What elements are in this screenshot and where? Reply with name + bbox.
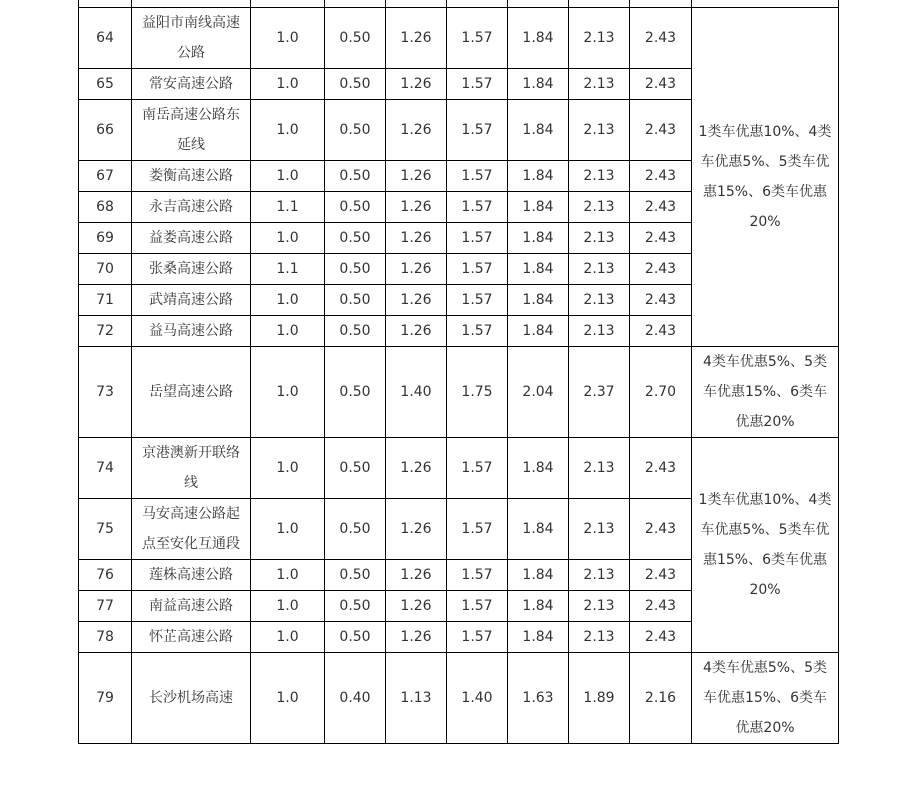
route-name-cell: 京港澳新开联络线 bbox=[132, 438, 251, 499]
rate-class-3-cell: 1.57 bbox=[447, 254, 508, 285]
rate-class-3-cell: 1.57 bbox=[447, 316, 508, 347]
rate-class-1-cell: 0.50 bbox=[325, 622, 386, 653]
rate-class-2-cell: 1.26 bbox=[386, 8, 447, 69]
table-row bbox=[79, 347, 839, 438]
rate-class-4-cell: 1.84 bbox=[508, 69, 569, 100]
rate-class-6-cell: 2.43 bbox=[630, 499, 692, 560]
rate-coefficient-cell: 1.0 bbox=[251, 69, 325, 100]
rate-class-1-cell: 0.50 bbox=[325, 285, 386, 316]
route-name-cell: 南岳高速公路东延线 bbox=[132, 100, 251, 161]
rate-class-1-cell: 0.50 bbox=[325, 8, 386, 69]
rate-class-5-cell: 2.13 bbox=[569, 69, 630, 100]
rate-class-1-cell: 0.50 bbox=[325, 438, 386, 499]
rate-class-3-cell: 1.40 bbox=[447, 653, 508, 744]
rate-class-6-cell: 2.43 bbox=[630, 591, 692, 622]
route-name-cell: 益马高速公路 bbox=[132, 316, 251, 347]
route-number-cell: 70 bbox=[79, 254, 132, 285]
rate-class-5-cell: 2.13 bbox=[569, 560, 630, 591]
route-number-cell: 77 bbox=[79, 591, 132, 622]
rate-class-1-cell: 0.50 bbox=[325, 192, 386, 223]
route-number-cell: 75 bbox=[79, 499, 132, 560]
table-row bbox=[79, 0, 839, 8]
rate-class-6-cell: 2.43 bbox=[630, 285, 692, 316]
rate-class-4-cell: 1.63 bbox=[508, 653, 569, 744]
rate-class-1-cell: 0.50 bbox=[325, 69, 386, 100]
rate-coefficient-cell: 1.0 bbox=[251, 653, 325, 744]
route-name-cell bbox=[132, 0, 251, 8]
rate-class-6-cell: 2.43 bbox=[630, 161, 692, 192]
rate-class-4-cell: 1.84 bbox=[508, 316, 569, 347]
rate-class-5-cell: 2.13 bbox=[569, 438, 630, 499]
route-number-cell: 66 bbox=[79, 100, 132, 161]
rate-class-6-cell: 2.43 bbox=[630, 192, 692, 223]
rate-class-1-cell: 0.50 bbox=[325, 591, 386, 622]
rate-class-6-cell: 2.43 bbox=[630, 223, 692, 254]
rate-coefficient-cell: 1.1 bbox=[251, 192, 325, 223]
discount-note-cell: 1类车优惠10%、4类车优惠5%、5类车优惠15%、6类车优惠20% bbox=[692, 8, 839, 347]
rate-class-1-cell: 0.40 bbox=[325, 653, 386, 744]
rate-class-4-cell: 1.84 bbox=[508, 560, 569, 591]
rate-class-6-cell: 2.43 bbox=[630, 69, 692, 100]
rate-class-2-cell: 1.40 bbox=[386, 347, 447, 438]
rate-class-4-cell bbox=[508, 0, 569, 8]
rate-class-3-cell: 1.57 bbox=[447, 192, 508, 223]
rate-class-2-cell: 1.26 bbox=[386, 438, 447, 499]
rate-class-5-cell: 2.13 bbox=[569, 622, 630, 653]
rate-class-1-cell: 0.50 bbox=[325, 254, 386, 285]
route-name-cell: 莲株高速公路 bbox=[132, 560, 251, 591]
rate-class-5-cell: 2.13 bbox=[569, 499, 630, 560]
rate-class-3-cell: 1.57 bbox=[447, 499, 508, 560]
rate-class-4-cell: 1.84 bbox=[508, 591, 569, 622]
route-number-cell: 68 bbox=[79, 192, 132, 223]
route-number-cell bbox=[79, 0, 132, 8]
route-number-cell: 73 bbox=[79, 347, 132, 438]
rate-class-3-cell: 1.57 bbox=[447, 438, 508, 499]
rate-class-1-cell: 0.50 bbox=[325, 316, 386, 347]
route-number-cell: 76 bbox=[79, 560, 132, 591]
rate-class-5-cell: 2.13 bbox=[569, 316, 630, 347]
rate-coefficient-cell: 1.1 bbox=[251, 254, 325, 285]
rate-class-5-cell: 2.13 bbox=[569, 285, 630, 316]
rate-class-2-cell: 1.26 bbox=[386, 591, 447, 622]
rate-class-4-cell: 1.84 bbox=[508, 285, 569, 316]
rate-class-6-cell: 2.43 bbox=[630, 100, 692, 161]
rate-class-6-cell: 2.43 bbox=[630, 316, 692, 347]
rate-coefficient-cell: 1.0 bbox=[251, 223, 325, 254]
rate-class-5-cell: 2.13 bbox=[569, 192, 630, 223]
route-number-cell: 78 bbox=[79, 622, 132, 653]
rate-class-3-cell: 1.57 bbox=[447, 69, 508, 100]
rate-class-5-cell: 2.13 bbox=[569, 100, 630, 161]
route-number-cell: 74 bbox=[79, 438, 132, 499]
rate-class-4-cell: 1.84 bbox=[508, 438, 569, 499]
route-name-cell: 长沙机场高速 bbox=[132, 653, 251, 744]
rate-class-5-cell bbox=[569, 0, 630, 8]
rate-coefficient-cell: 1.0 bbox=[251, 8, 325, 69]
rate-coefficient-cell: 1.0 bbox=[251, 591, 325, 622]
route-number-cell: 65 bbox=[79, 69, 132, 100]
rate-class-4-cell: 1.84 bbox=[508, 499, 569, 560]
rate-class-2-cell: 1.26 bbox=[386, 254, 447, 285]
rate-coefficient-cell: 1.0 bbox=[251, 499, 325, 560]
rate-class-3-cell: 1.75 bbox=[447, 347, 508, 438]
discount-note-cell bbox=[692, 0, 839, 8]
rate-class-3-cell: 1.57 bbox=[447, 161, 508, 192]
rate-class-5-cell: 1.89 bbox=[569, 653, 630, 744]
rate-class-2-cell: 1.26 bbox=[386, 223, 447, 254]
rate-class-5-cell: 2.13 bbox=[569, 8, 630, 69]
rate-class-5-cell: 2.37 bbox=[569, 347, 630, 438]
route-name-cell: 张桑高速公路 bbox=[132, 254, 251, 285]
rate-class-2-cell: 1.26 bbox=[386, 161, 447, 192]
discount-note-cell: 1类车优惠10%、4类车优惠5%、5类车优惠15%、6类车优惠20% bbox=[692, 438, 839, 653]
table-row bbox=[79, 438, 839, 499]
discount-note-cell: 4类车优惠5%、5类车优惠15%、6类车优惠20% bbox=[692, 653, 839, 744]
rate-class-5-cell: 2.13 bbox=[569, 591, 630, 622]
rate-class-1-cell: 0.50 bbox=[325, 161, 386, 192]
route-name-cell: 岳望高速公路 bbox=[132, 347, 251, 438]
rate-class-6-cell: 2.43 bbox=[630, 622, 692, 653]
route-number-cell: 79 bbox=[79, 653, 132, 744]
route-name-cell: 武靖高速公路 bbox=[132, 285, 251, 316]
rate-coefficient-cell: 1.0 bbox=[251, 622, 325, 653]
rate-class-1-cell: 0.50 bbox=[325, 560, 386, 591]
rate-class-4-cell: 1.84 bbox=[508, 223, 569, 254]
route-number-cell: 72 bbox=[79, 316, 132, 347]
rate-class-1-cell: 0.50 bbox=[325, 499, 386, 560]
rate-class-1-cell: 0.50 bbox=[325, 100, 386, 161]
rate-coefficient-cell: 1.0 bbox=[251, 161, 325, 192]
rate-class-3-cell: 1.57 bbox=[447, 560, 508, 591]
route-number-cell: 69 bbox=[79, 223, 132, 254]
rate-class-5-cell: 2.13 bbox=[569, 254, 630, 285]
rate-class-4-cell: 1.84 bbox=[508, 100, 569, 161]
toll-rate-table bbox=[78, 0, 839, 744]
rate-class-3-cell: 1.57 bbox=[447, 591, 508, 622]
rate-class-2-cell: 1.26 bbox=[386, 560, 447, 591]
route-number-cell: 64 bbox=[79, 8, 132, 69]
rate-coefficient-cell: 1.0 bbox=[251, 100, 325, 161]
route-name-cell: 娄衡高速公路 bbox=[132, 161, 251, 192]
rate-class-2-cell: 1.26 bbox=[386, 316, 447, 347]
rate-class-4-cell: 1.84 bbox=[508, 254, 569, 285]
route-name-cell: 永吉高速公路 bbox=[132, 192, 251, 223]
rate-class-6-cell: 2.70 bbox=[630, 347, 692, 438]
rate-class-3-cell: 1.57 bbox=[447, 285, 508, 316]
rate-class-2-cell: 1.26 bbox=[386, 285, 447, 316]
rate-class-6-cell: 2.43 bbox=[630, 560, 692, 591]
rate-coefficient-cell: 1.0 bbox=[251, 316, 325, 347]
rate-class-2-cell: 1.13 bbox=[386, 653, 447, 744]
rate-class-3-cell: 1.57 bbox=[447, 8, 508, 69]
route-name-cell: 常安高速公路 bbox=[132, 69, 251, 100]
rate-class-6-cell bbox=[630, 0, 692, 8]
rate-coefficient-cell: 1.0 bbox=[251, 560, 325, 591]
rate-class-1-cell: 0.50 bbox=[325, 347, 386, 438]
rate-class-2-cell: 1.26 bbox=[386, 192, 447, 223]
rate-class-1-cell: 0.50 bbox=[325, 223, 386, 254]
route-number-cell: 67 bbox=[79, 161, 132, 192]
rate-class-4-cell: 1.84 bbox=[508, 161, 569, 192]
table-body bbox=[79, 0, 839, 744]
rate-class-4-cell: 2.04 bbox=[508, 347, 569, 438]
rate-class-4-cell: 1.84 bbox=[508, 8, 569, 69]
rate-coefficient-cell: 1.0 bbox=[251, 285, 325, 316]
route-number-cell: 71 bbox=[79, 285, 132, 316]
rate-coefficient-cell bbox=[251, 0, 325, 8]
rate-class-3-cell: 1.57 bbox=[447, 622, 508, 653]
route-name-cell: 怀芷高速公路 bbox=[132, 622, 251, 653]
rate-coefficient-cell: 1.0 bbox=[251, 347, 325, 438]
route-name-cell: 益阳市南线高速公路 bbox=[132, 8, 251, 69]
rate-class-2-cell: 1.26 bbox=[386, 499, 447, 560]
rate-class-6-cell: 2.43 bbox=[630, 8, 692, 69]
rate-coefficient-cell: 1.0 bbox=[251, 438, 325, 499]
rate-class-5-cell: 2.13 bbox=[569, 161, 630, 192]
table-row bbox=[79, 8, 839, 69]
rate-class-2-cell bbox=[386, 0, 447, 8]
rate-class-6-cell: 2.43 bbox=[630, 254, 692, 285]
rate-class-1-cell bbox=[325, 0, 386, 8]
rate-class-5-cell: 2.13 bbox=[569, 223, 630, 254]
rate-class-4-cell: 1.84 bbox=[508, 192, 569, 223]
rate-class-2-cell: 1.26 bbox=[386, 622, 447, 653]
route-name-cell: 马安高速公路起点至安化互通段 bbox=[132, 499, 251, 560]
rate-class-6-cell: 2.43 bbox=[630, 438, 692, 499]
rate-class-3-cell: 1.57 bbox=[447, 223, 508, 254]
table-row bbox=[79, 653, 839, 744]
rate-class-3-cell: 1.57 bbox=[447, 100, 508, 161]
rate-class-6-cell: 2.16 bbox=[630, 653, 692, 744]
route-name-cell: 益娄高速公路 bbox=[132, 223, 251, 254]
route-name-cell: 南益高速公路 bbox=[132, 591, 251, 622]
rate-class-2-cell: 1.26 bbox=[386, 69, 447, 100]
rate-class-4-cell: 1.84 bbox=[508, 622, 569, 653]
discount-note-cell: 4类车优惠5%、5类车优惠15%、6类车优惠20% bbox=[692, 347, 839, 438]
rate-class-2-cell: 1.26 bbox=[386, 100, 447, 161]
rate-class-3-cell bbox=[447, 0, 508, 8]
